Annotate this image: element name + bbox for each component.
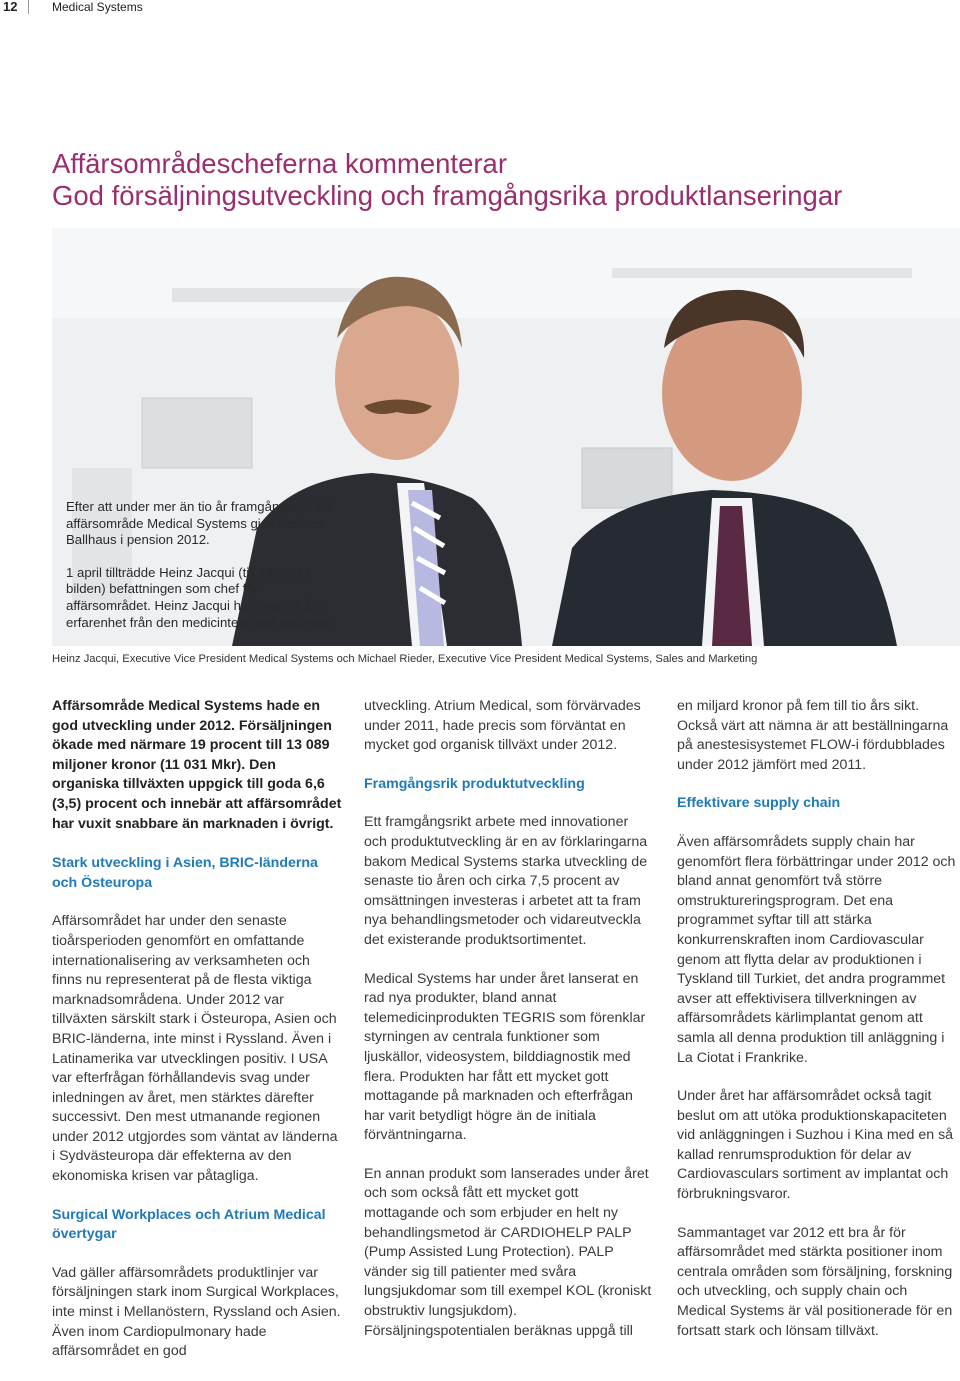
photo-caption: Heinz Jacqui, Executive Vice President Medical Systems och Michael Rieder, Executive Vice President Medical Systems, Sales and Marketing xyxy=(52,653,758,665)
body-paragraph: Vad gäller affärsområdets produktlinjer var försäljningen stark inom Surgical Workplaces, inte minst i Mellanöstern, Ryssland och Asien. Även inom Cardiopulmonary hade affärsområdet en god xyxy=(52,1264,341,1360)
subheading-supply-chain: Effektivare supply chain xyxy=(677,795,841,812)
subheading-asia: Stark utveckling i Asien, BRIC-länderna och Östeuropa xyxy=(52,855,318,891)
page-title xyxy=(52,148,932,212)
body-paragraph: Under året har affärsområdet också tagit beslut om att utöka produktionskapaciteten vid anläggningen i Suzhou i Kina med en så kallad renrumsproduktion för delar av Cardiovasculars sortiment av implantat och förbrukningsvaror. xyxy=(677,1088,954,1203)
body-paragraph: en miljard kronor på fem till tio års sikt. Också värt att nämna är att beställningarna på anestesisystemet FLOW-i fördubblades under 2012 jämfört med 2011. xyxy=(677,698,949,773)
body-paragraph: Ett framgångsrikt arbete med innovationer och produktutveckling är en av förklaringarna bakom Medical Systems starka utveckling de senaste tio åren och cirka 7,5 procent av omsättningen investeras i arbetet att ta fram nya behandlingsmetoder och vidareutveckla det existerande produktsortimentet. xyxy=(364,814,648,948)
title-line-1: Affärsområdescheferna kommenterar xyxy=(52,148,507,179)
body-paragraph: Affärsområdet har under den senaste tioårsperioden genomfört en omfattande internationalisering av verksamheten och finns nu representerat på de flesta viktiga marknadsområdena. Under 2012 var tillväxten särskilt stark i Östeuropa, Asien och BRIC-länderna, inte minst i Ryssland. Även i Latinamerika var utvecklingen positiv. I USA var efterfrågan förhållandevis svag under inledningen av året, men stärktes därefter successivt. Den mest utmanande regionen under 2012 utgjordes som väntat av länderna i Sydvästeuropa där effekterna av den ekonomiska krisen var påtagliga. xyxy=(52,913,338,1185)
column-3 xyxy=(677,697,960,1360)
title-line-2: God försäljningsutveckling och framgångsrika produktlanseringar xyxy=(52,180,843,211)
section-name: Medical Systems xyxy=(52,0,143,14)
body-paragraph: Sammantaget var 2012 ett bra år för affärsområdet med stärkta positioner inom centrala områden som försäljning, forskning och utveckling, och supply chain och Medical Systems är väl positionerade för en fortsatt stark och lönsam tillväxt. xyxy=(677,1224,953,1339)
intro-paragraph-2: 1 april tillträdde Heinz Jacqui (till vänster i bilden) befattningen som chef för affärsområdet. Heinz Jacqui har över 25 års erfarenhet från den medicintekniska industrin. xyxy=(66,564,333,630)
body-paragraph: En annan produkt som lanserades under året och som också fått ett mycket gott mottagande och som erbjuder en helt ny behandlingsmetod är CARDIOHELP PALP (Pump Assisted Lung Protection). PALP vänder sig till patienter med svåra lungsjukdomar som till exempel KOL (kroniskt obstruktiv lungsjukdom). Försäljningspotentialen beräknas uppgå till xyxy=(364,1165,652,1339)
column-1 xyxy=(52,697,342,1381)
page-header xyxy=(0,0,960,14)
body-paragraph: Även affärsområdets supply chain har genomfört flera förbättringar under 2012 och bland annat genomfört två större omstruktureringsprogram. Det ena programmet syftar till att stärka konkurrenskraften inom Cardiovascular genom att flytta delar av produktionen i Tyskland till Turkiet, det andra programmet avser att effektivisera tillverkningen av affärsområdets kärlimplantat genom att samla all denna produktion till anläggning i La Ciotat i Frankrike. xyxy=(677,833,956,1066)
header-divider xyxy=(28,0,29,14)
photo-intro-text xyxy=(66,499,336,646)
portrait-photo xyxy=(52,228,960,646)
subheading-surgical: Surgical Workplaces och Atrium Medical övertygar xyxy=(52,1206,326,1243)
lead-paragraph: Affärsområde Medical Systems hade en god utveckling under 2012. Försäljningen ökade med närmare 19 procent till 13 089 miljoner kronor (11 031 Mkr). Den organiska tillväxten uppgick till goda 6,6 (3,5) procent och innebär att affärsområdet har vuxit snabbare än marknaden i övrigt. xyxy=(52,698,342,832)
page-number: 12 xyxy=(3,0,18,14)
body-paragraph: utveckling. Atrium Medical, som förvärvades under 2011, hade precis som förväntat en mycket god organisk tillväxt under 2012. xyxy=(364,698,641,754)
intro-paragraph-1: Efter att under mer än tio år framgångsrikt lett affärsområde Medical Systems gick Heribert Ballhaus i pension 2012. xyxy=(66,499,333,548)
column-2 xyxy=(364,697,654,1360)
subheading-product-development: Framgångsrik produktutveckling xyxy=(364,775,585,792)
body-paragraph: Medical Systems har under året lanserat en rad nya produkter, bland annat telemedicinprodukten TEGRIS som förenklar styrningen av centrala funktioner som ljuskällor, videosystem, bilddiagnostik med flera. Produkten har fått ett mycket gott mottagande på marknaden och efterfrågan har varit betydligt högre än de initiala förväntningarna. xyxy=(364,970,646,1144)
